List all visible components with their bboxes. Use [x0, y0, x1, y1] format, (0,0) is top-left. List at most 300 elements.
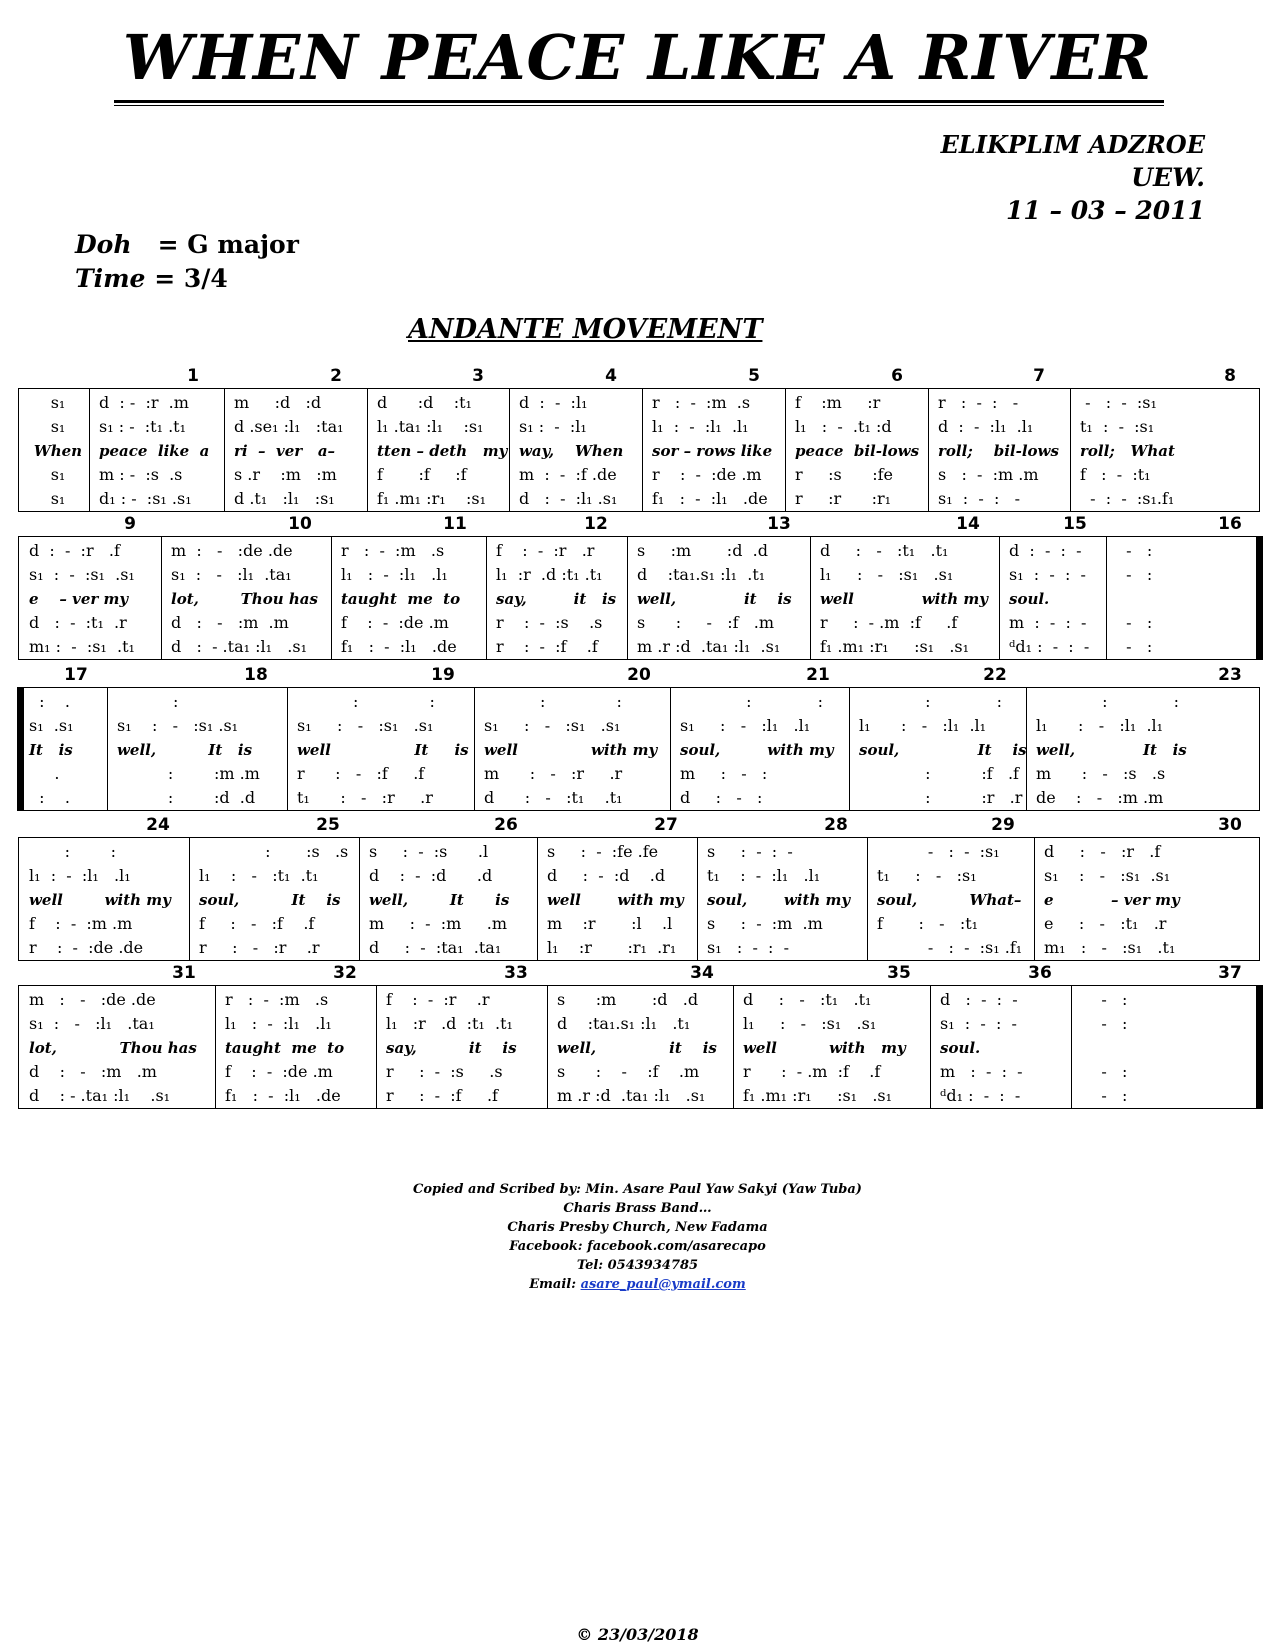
tenor-line: - : [1116, 613, 1153, 632]
soprano-line: - : [1081, 990, 1128, 1009]
bar-number: 2 [330, 366, 342, 386]
alto-line: l₁ : - :l₁ .l₁ [859, 716, 987, 735]
bar-line [359, 838, 360, 960]
measure-cell [1009, 539, 1104, 659]
measure-cell [29, 840, 187, 960]
lyric-line: tten – deth my [377, 442, 508, 460]
lyric-line: soul, What– [877, 891, 1022, 909]
bar-number: 31 [172, 963, 196, 983]
bass-line: f₁ : - :l₁ .de [341, 637, 457, 656]
bar-number: 37 [1218, 963, 1242, 983]
bass-line: m .r :d .ta₁ :l₁ .s₁ [637, 637, 781, 656]
measure-cell [171, 539, 329, 659]
composer-name: ELIKPLIM ADZROE [940, 130, 1205, 159]
soprano-line: r : - :m .s [341, 541, 445, 560]
tenor-line: r : - :s .s [386, 1062, 503, 1081]
tenor-line: f : - :t₁ [877, 914, 979, 933]
soprano-line: : : [297, 692, 435, 711]
alto-line: d : - :l₁ .l₁ [938, 417, 1034, 436]
score-box [18, 687, 1260, 811]
soprano-line: f : - :r .r [386, 990, 490, 1009]
alto-line: s₁ : - :t₁ .t₁ [99, 417, 187, 436]
tenor-line: d : - :t₁ .r [29, 613, 127, 632]
credits-band: Charis Brass Band… [563, 1201, 712, 1216]
measure-cell [547, 840, 695, 960]
soprano-line: d : - : - [940, 990, 1018, 1009]
alto-line: - : [1116, 565, 1153, 584]
tenor-line: s : - :m .m [707, 914, 823, 933]
lyric-line: soul, It is [859, 741, 1027, 759]
bar-line [215, 986, 216, 1108]
bar-numbers [18, 665, 1260, 685]
tenor-line: m : - : [680, 764, 768, 783]
bass-line: m₁ : - :s₁ .t₁ [1044, 938, 1176, 957]
time-label: Time [75, 264, 146, 293]
lyric-line: soul. [940, 1039, 981, 1057]
credits-church: Charis Presby Church, New Fadama [507, 1220, 768, 1235]
lyric-line: soul, It is [199, 891, 341, 909]
alto-line: s₁ : - :s₁ .s₁ [117, 716, 239, 735]
tenor-line: s .r :m :m [234, 465, 337, 484]
bar-line [810, 537, 811, 659]
soprano-line: : :s .s [199, 842, 349, 861]
soprano-line: f : - :r .r [496, 541, 595, 560]
bar-number: 14 [956, 514, 980, 534]
alto-line: s₁ [50, 417, 66, 436]
doh-label: Doh [75, 230, 132, 259]
bass-line: d : - :ta₁ .ta₁ [369, 938, 502, 957]
bass-line: - : - :s₁.f₁ [1080, 489, 1175, 508]
bar-numbers [18, 815, 1260, 835]
lyric-line [1081, 1036, 1259, 1060]
bar-line [849, 688, 850, 810]
bar-line [331, 537, 332, 659]
tenor-line: m : - :r .r [484, 764, 623, 783]
lyric-line: ri – ver a– [234, 442, 336, 460]
measure-cell [234, 391, 365, 511]
alto-line: d :ta₁.s₁ :l₁ .t₁ [557, 1014, 691, 1033]
lyric-line: sor – rows like [652, 442, 773, 460]
bar-number: 33 [504, 963, 528, 983]
soprano-line: : [117, 692, 179, 711]
alto-line: l₁ : - :l₁ .l₁ [1036, 716, 1164, 735]
bass-line: ᵈd₁ : - : - [1009, 637, 1090, 656]
bar-line [1034, 838, 1035, 960]
measure-cell [652, 391, 783, 511]
tenor-line: m : - : - [1009, 613, 1087, 632]
bar-line [670, 688, 671, 810]
tenor-line: r : - :s .s [496, 613, 603, 632]
measure-cell [1080, 391, 1259, 511]
alto-line: l₁ : - :l₁ .l₁ [29, 866, 131, 885]
bar-number: 22 [983, 665, 1007, 685]
bass-line: f₁ : - :l₁ .de [652, 489, 768, 508]
measure-cell [877, 840, 1032, 960]
lyric-line: well It is [297, 741, 469, 759]
bar-line [697, 838, 698, 960]
alto-line: l₁ : - :t₁ .t₁ [199, 866, 319, 885]
score-box [18, 388, 1260, 512]
bar-line [224, 389, 225, 511]
lyric-line: soul, with my [707, 891, 851, 909]
key-time-block [75, 228, 299, 296]
lyric-line: way, When [519, 442, 624, 460]
bass-line: : . [29, 788, 70, 807]
bar-line [161, 537, 162, 659]
tenor-line: : :m .m [117, 764, 260, 783]
soprano-line: : : [1036, 692, 1180, 711]
bass-line: : :d .d [117, 788, 256, 807]
lyric-line: roll; bil-lows [938, 442, 1059, 460]
bar-number: 11 [443, 514, 467, 534]
tenor-line: r : - :f .f [297, 764, 425, 783]
bass-line: d : - .ta₁ :l₁ .s₁ [171, 637, 307, 656]
movement-heading: ANDANTE MOVEMENT [408, 314, 763, 345]
bass-line: r : - :r .r [199, 938, 320, 957]
soprano-line: d :d :t₁ [377, 393, 472, 412]
alto-line: s₁ : - :l₁ .ta₁ [29, 1014, 155, 1033]
measure-cell [820, 539, 997, 659]
tenor-line: m : - :s .s [99, 465, 183, 484]
measure-cell [680, 690, 847, 810]
repeat-end-barline [1256, 985, 1263, 1109]
bar-number: 28 [824, 815, 848, 835]
bar-line [509, 389, 510, 511]
doh-value: = G major [157, 230, 299, 259]
lyric-line: peace bil-lows [795, 442, 920, 460]
tenor-line: : :f .f [859, 764, 1019, 783]
bass-line: s₁ : - : - [707, 938, 789, 957]
measure-cell [859, 690, 1027, 810]
measure-cell [496, 539, 625, 659]
bar-line [627, 537, 628, 659]
tenor-line: r : - .m :f .f [743, 1062, 881, 1081]
title-underline [114, 100, 1164, 103]
bar-number: 1 [187, 366, 199, 386]
alto-line: l₁ : - :l₁ .l₁ [652, 417, 749, 436]
soprano-line: s : - : - [707, 842, 793, 861]
soprano-line: d : - : - [1009, 541, 1082, 560]
lyric-line: e – ver my [29, 590, 129, 608]
bar-line [189, 838, 190, 960]
bar-number: 3 [472, 366, 484, 386]
soprano-line: r : - :m .s [652, 393, 751, 412]
measure-cell [519, 391, 640, 511]
measure-cell [29, 391, 87, 511]
soprano-line: m :d :d [234, 393, 322, 412]
score-box [18, 837, 1260, 961]
soprano-line: : : [680, 692, 824, 711]
alto-line: l₁ :r .d :t₁ .t₁ [496, 565, 603, 584]
tenor-line: s : - :m .m [938, 465, 1039, 484]
bass-line: d : - :t₁ .t₁ [484, 788, 623, 807]
lyric-line: peace like a [99, 442, 210, 460]
bar-number: 8 [1224, 366, 1236, 386]
credits-tel: Tel: 0543934785 [576, 1258, 699, 1273]
lyric-line: roll; What [1080, 442, 1175, 460]
bass-line: f₁ : - :l₁ .de [225, 1086, 341, 1105]
tenor-line: . [29, 764, 60, 783]
measure-cell [117, 690, 285, 810]
credits-facebook: Facebook: facebook.com/asarecapo [509, 1239, 766, 1254]
measure-cell [795, 391, 926, 511]
tenor-line: d : - :m .m [29, 1062, 157, 1081]
bar-number: 4 [605, 366, 617, 386]
alto-line: t₁ : - :s₁ [877, 866, 977, 885]
score-system-1 [18, 366, 1260, 516]
bass-line: f₁ .m₁ :r₁ :s₁ [377, 489, 486, 508]
bass-line: - : [1116, 637, 1153, 656]
soprano-line: s :m :d .d [557, 990, 699, 1009]
bar-line [867, 838, 868, 960]
alto-line: l₁ : - :s₁ .s₁ [743, 1014, 877, 1033]
bar-number: 20 [627, 665, 651, 685]
bass-line: d .t₁ :l₁ :s₁ [234, 489, 335, 508]
tenor-line: f : - :m .m [29, 914, 133, 933]
tenor-line: f : - :de .m [225, 1062, 333, 1081]
bass-line: l₁ :r :r₁ .r₁ [547, 938, 677, 957]
tenor-line: f :f :f [377, 465, 467, 484]
measure-cell [29, 539, 159, 659]
bar-number: 26 [494, 815, 518, 835]
soprano-line: : : [484, 692, 622, 711]
tenor-line: d : - :m .m [171, 613, 289, 632]
soprano-line: r : - :m .s [225, 990, 329, 1009]
bar-line [733, 986, 734, 1108]
alto-line: d : - :d .d [547, 866, 666, 885]
alto-line: l₁ :r .d :t₁ .t₁ [386, 1014, 513, 1033]
alto-line: d :ta₁.s₁ :l₁ .t₁ [637, 565, 766, 584]
credits-block [0, 1180, 1275, 1294]
bass-line: m .r :d .ta₁ :l₁ .s₁ [557, 1086, 706, 1105]
bar-number: 21 [806, 665, 830, 685]
soprano-line: d : - :t₁ .t₁ [820, 541, 949, 560]
measure-cell [743, 988, 928, 1108]
author-block [941, 128, 1205, 227]
bass-line: f₁ .m₁ :r₁ :s₁ .s₁ [743, 1086, 893, 1105]
alto-line: s₁ : - :l₁ .l₁ [680, 716, 811, 735]
lyric-line: When [33, 442, 83, 460]
measure-cell [557, 988, 731, 1108]
lyric-line: well, It is [117, 741, 253, 759]
bass-line: - : [1081, 1086, 1128, 1105]
bass-line: d₁ : - :s₁ .s₁ [99, 489, 192, 508]
copyright: © 23/03/2018 [576, 1625, 699, 1644]
song-title: WHEN PEACE LIKE A RIVER [122, 21, 1153, 94]
lyric-line: e – ver my [1044, 891, 1180, 909]
measure-cell [386, 988, 545, 1108]
bar-line [89, 389, 90, 511]
bar-number: 19 [431, 665, 455, 685]
composition-date: 11 – 03 – 2011 [1006, 196, 1205, 225]
bar-line [107, 688, 108, 810]
bar-number: 12 [584, 514, 608, 534]
bass-line: - : - :s₁ .f₁ [877, 938, 1023, 957]
lyric-line: taught me to [225, 1039, 345, 1057]
alto-line: s₁ : - : - [1009, 565, 1086, 584]
alto-line: l₁ : - :l₁ .l₁ [225, 1014, 332, 1033]
bar-number: 13 [767, 514, 791, 534]
tenor-line: s : - :f .m [557, 1062, 700, 1081]
bar-number: 30 [1218, 815, 1242, 835]
institution: UEW. [1131, 163, 1205, 192]
alto-line: d : - :d .d [369, 866, 493, 885]
measure-cell [484, 690, 668, 810]
lyric-line: well, It is [1036, 741, 1187, 759]
score-system-4 [18, 815, 1260, 965]
measure-cell [99, 391, 222, 511]
soprano-line: r : - : - [938, 393, 1019, 412]
soprano-line: - : - :s₁ [877, 842, 1000, 861]
bar-line [376, 986, 377, 1108]
soprano-line: : . [29, 692, 70, 711]
tenor-line: m : - :m .m [369, 914, 507, 933]
bar-numbers [18, 514, 1260, 534]
email-link[interactable]: asare_paul@ymail.com [580, 1277, 746, 1292]
tenor-line: r : - .m :f .f [820, 613, 958, 632]
bass-line: m₁ : - :s₁ .t₁ [29, 637, 135, 656]
measure-cell [1116, 539, 1259, 659]
soprano-line: d : - :r .f [1044, 842, 1161, 861]
alto-line: s₁ : - : - [940, 1014, 1017, 1033]
alto-line: s₁ : - :s₁ .s₁ [297, 716, 434, 735]
alto-line: t₁ : - :l₁ .l₁ [707, 866, 821, 885]
soprano-line: m : - :de .de [29, 990, 156, 1009]
bar-number: 15 [1063, 514, 1087, 534]
bar-number: 16 [1218, 514, 1242, 534]
bar-line [1106, 537, 1107, 659]
bar-number: 10 [288, 514, 312, 534]
lyric-line: taught me to [341, 590, 461, 608]
soprano-line: f :m :r [795, 393, 881, 412]
bass-line: r : - :de .de [29, 938, 144, 957]
lyric-line: say, it is [496, 590, 617, 608]
bass-line: f₁ .m₁ :r₁ :s₁ .s₁ [820, 637, 970, 656]
bass-line: s₁ : - : - [938, 489, 1020, 508]
score-box [18, 536, 1260, 660]
alto-line: s₁ : - :l₁ .ta₁ [171, 565, 292, 584]
lyric-line: well with my [820, 590, 988, 608]
tenor-line: e : - :t₁ .r [1044, 914, 1167, 933]
tenor-line: - : [1081, 1062, 1128, 1081]
bar-line [785, 389, 786, 511]
bass-line: d : - : [680, 788, 763, 807]
lyric-line: well with my [547, 891, 684, 909]
measure-cell [637, 539, 808, 659]
lyric-line: lot, Thou has [29, 1039, 197, 1057]
measure-cell [938, 391, 1068, 511]
score-system-3 [18, 665, 1260, 815]
soprano-line: d : - :t₁ .t₁ [743, 990, 872, 1009]
bar-number: 27 [654, 815, 678, 835]
measure-cell [341, 539, 484, 659]
bass-line: de : - :m .m [1036, 788, 1164, 807]
bass-line: d : - .ta₁ :l₁ .s₁ [29, 1086, 171, 1105]
bar-number: 6 [891, 366, 903, 386]
bar-line [930, 986, 931, 1108]
credits-scribe: Copied and Scribed by: Min. Asare Paul Yaw Sakyi (Yaw Tuba) [413, 1182, 862, 1197]
soprano-line: : : [29, 842, 117, 861]
lyric-line: well with my [484, 741, 658, 759]
bass-line: r : - :f .f [386, 1086, 498, 1105]
bar-line [642, 389, 643, 511]
bar-number: 7 [1033, 366, 1045, 386]
bar-number: 34 [690, 963, 714, 983]
bar-line [547, 986, 548, 1108]
bar-number: 24 [146, 815, 170, 835]
soprano-line: d : - :l₁ [519, 393, 588, 412]
tenor-line: r : - :de .m [652, 465, 762, 484]
bar-line [486, 537, 487, 659]
lyric-line: well, it is [637, 590, 792, 608]
repeat-start-barline [17, 687, 24, 811]
tenor-line: m : - :f .de [519, 465, 617, 484]
lyric-line: well with my [743, 1039, 906, 1057]
alto-line: l₁ : - .t₁ :d [795, 417, 892, 436]
tenor-line: f : - :t₁ [1080, 465, 1151, 484]
tenor-line: r :s :fe [795, 465, 893, 484]
bar-numbers [18, 366, 1260, 386]
alto-line: l₁ .ta₁ :l₁ :s₁ [377, 417, 484, 436]
bar-number: 32 [333, 963, 357, 983]
lyric-line: well with my [29, 891, 171, 909]
bar-line [928, 389, 929, 511]
bass-line: t₁ : - :r .r [297, 788, 433, 807]
tenor-line: m :r :l .l [547, 914, 673, 933]
alto-line: l₁ : - :s₁ .s₁ [820, 565, 954, 584]
bass-line: d : - :l₁ .s₁ [519, 489, 618, 508]
measure-cell [297, 690, 472, 810]
score-system-2 [18, 514, 1260, 664]
tenor-line: f : - :de .m [341, 613, 449, 632]
bar-number: 17 [64, 665, 88, 685]
lyric-line: soul. [1009, 590, 1050, 608]
bass-line: r : - :f .f [496, 637, 598, 656]
tenor-line: m : - : - [940, 1062, 1023, 1081]
measure-cell [940, 988, 1069, 1108]
alto-line: d .se₁ :l₁ :ta₁ [234, 417, 344, 436]
soprano-line: m : - :de .de [171, 541, 293, 560]
bar-number: 18 [244, 665, 268, 685]
soprano-line: : : [859, 692, 1003, 711]
lyric-line: lot, Thou has [171, 590, 318, 608]
time-value: = 3/4 [154, 264, 228, 293]
soprano-line: s : - :fe .fe [547, 842, 659, 861]
bar-line [999, 537, 1000, 659]
soprano-line: s₁ [50, 393, 66, 412]
lyric-line: well, It is [369, 891, 510, 909]
measure-cell [29, 988, 213, 1108]
measure-cell [377, 391, 507, 511]
bar-line [1071, 986, 1072, 1108]
score-system-5 [18, 963, 1260, 1113]
bar-number: 35 [887, 963, 911, 983]
bar-number: 9 [124, 514, 136, 534]
soprano-line: s :m :d .d [637, 541, 768, 560]
soprano-line: d : - :r .f [29, 541, 120, 560]
credits-email-label: Email: [529, 1277, 577, 1292]
lyric-line: say, it is [386, 1039, 517, 1057]
bar-number: 25 [316, 815, 340, 835]
alto-line: s₁ : - :s₁ .s₁ [1044, 866, 1171, 885]
lyric-line: It is [29, 741, 73, 759]
measure-cell [1044, 840, 1259, 960]
tenor-line: s₁ [50, 465, 66, 484]
lyric-line: well, it is [557, 1039, 717, 1057]
alto-line: - : [1081, 1014, 1128, 1033]
measure-cell [707, 840, 865, 960]
alto-line: s₁ : - :s₁ .s₁ [484, 716, 621, 735]
